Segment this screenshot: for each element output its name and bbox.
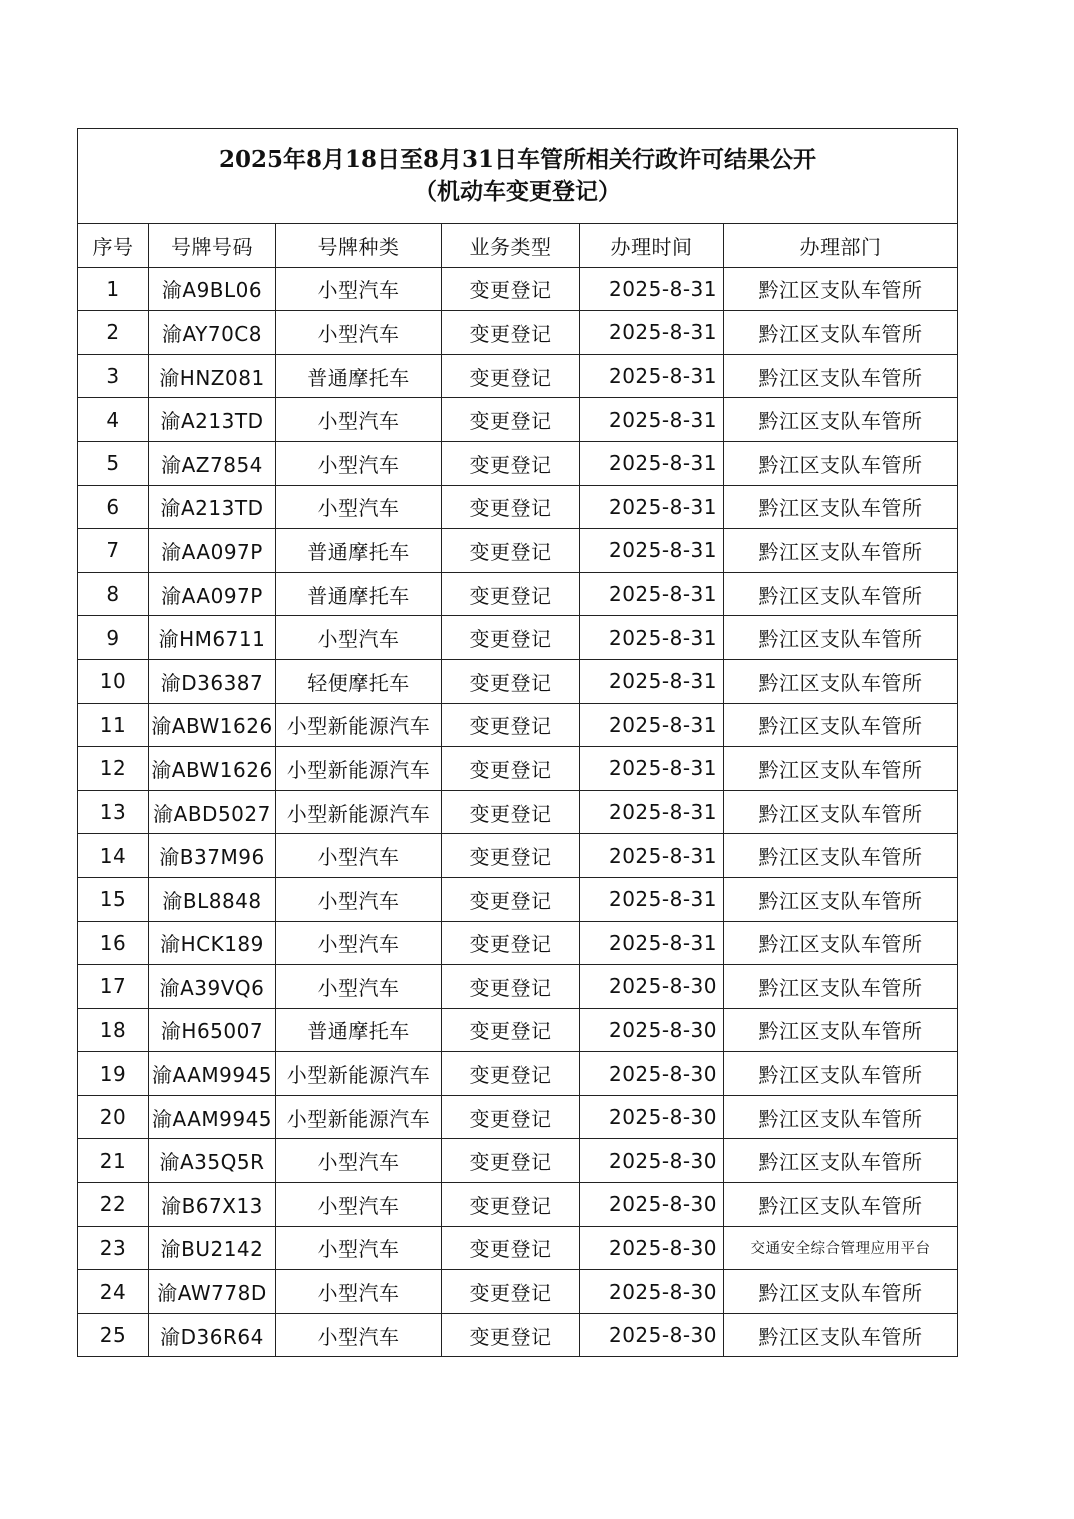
table-title bbox=[78, 129, 958, 224]
title-line-1: 2025年8月18日至8月31日车管所相关行政许可结果公开 bbox=[218, 146, 817, 173]
cell-plate-number: 渝D36R64 bbox=[149, 1313, 276, 1357]
cell-business-type: 变更登记 bbox=[442, 1270, 580, 1314]
cell-process-date: 2025-8-31 bbox=[580, 790, 724, 834]
table-row bbox=[78, 1008, 958, 1052]
cell-plate-type: 小型汽车 bbox=[276, 965, 442, 1009]
cell-plate-number: 渝AAM9945 bbox=[149, 1095, 276, 1139]
cell-plate-type: 普通摩托车 bbox=[276, 354, 442, 398]
cell-plate-type: 小型新能源汽车 bbox=[276, 703, 442, 747]
cell-department: 黔江区支队车管所 bbox=[724, 659, 958, 703]
table-row bbox=[78, 441, 958, 485]
cell-process-date: 2025-8-31 bbox=[580, 441, 724, 485]
cell-department: 黔江区支队车管所 bbox=[724, 311, 958, 355]
header-process-date: 办理时间 bbox=[580, 224, 724, 268]
cell-serial: 22 bbox=[78, 1183, 149, 1227]
cell-plate-type: 小型汽车 bbox=[276, 877, 442, 921]
cell-plate-number: 渝AZ7854 bbox=[149, 441, 276, 485]
cell-serial: 3 bbox=[78, 354, 149, 398]
cell-department: 黔江区支队车管所 bbox=[724, 747, 958, 791]
cell-business-type: 变更登记 bbox=[442, 354, 580, 398]
table-row bbox=[78, 572, 958, 616]
table-row bbox=[78, 354, 958, 398]
cell-process-date: 2025-8-30 bbox=[580, 1095, 724, 1139]
header-business-type: 业务类型 bbox=[442, 224, 580, 268]
cell-plate-type: 小型汽车 bbox=[276, 834, 442, 878]
cell-business-type: 变更登记 bbox=[442, 1008, 580, 1052]
cell-plate-type: 小型汽车 bbox=[276, 1226, 442, 1270]
cell-process-date: 2025-8-30 bbox=[580, 1270, 724, 1314]
cell-plate-number: 渝H65007 bbox=[149, 1008, 276, 1052]
table-row bbox=[78, 398, 958, 442]
cell-plate-type: 普通摩托车 bbox=[276, 1008, 442, 1052]
table-row bbox=[78, 1313, 958, 1357]
cell-plate-number: 渝ABW1626 bbox=[149, 703, 276, 747]
cell-process-date: 2025-8-31 bbox=[580, 877, 724, 921]
cell-department: 黔江区支队车管所 bbox=[724, 572, 958, 616]
cell-business-type: 变更登记 bbox=[442, 1052, 580, 1096]
cell-plate-type: 小型汽车 bbox=[276, 441, 442, 485]
cell-plate-type: 小型汽车 bbox=[276, 1313, 442, 1357]
cell-plate-type: 轻便摩托车 bbox=[276, 659, 442, 703]
cell-serial: 10 bbox=[78, 659, 149, 703]
cell-plate-number: 渝AW778D bbox=[149, 1270, 276, 1314]
cell-business-type: 变更登记 bbox=[442, 921, 580, 965]
cell-plate-number: 渝AA097P bbox=[149, 572, 276, 616]
cell-serial: 25 bbox=[78, 1313, 149, 1357]
cell-serial: 15 bbox=[78, 877, 149, 921]
cell-department: 黔江区支队车管所 bbox=[724, 398, 958, 442]
cell-business-type: 变更登记 bbox=[442, 877, 580, 921]
header-plate-number: 号牌号码 bbox=[149, 224, 276, 268]
table-body bbox=[78, 267, 958, 1357]
cell-serial: 11 bbox=[78, 703, 149, 747]
cell-serial: 24 bbox=[78, 1270, 149, 1314]
cell-business-type: 变更登记 bbox=[442, 267, 580, 311]
cell-serial: 17 bbox=[78, 965, 149, 1009]
table-row bbox=[78, 659, 958, 703]
cell-plate-type: 小型新能源汽车 bbox=[276, 1052, 442, 1096]
table-row bbox=[78, 529, 958, 573]
cell-plate-type: 小型汽车 bbox=[276, 267, 442, 311]
cell-plate-number: 渝D36387 bbox=[149, 659, 276, 703]
cell-process-date: 2025-8-31 bbox=[580, 485, 724, 529]
results-table bbox=[77, 128, 958, 1357]
cell-business-type: 变更登记 bbox=[442, 441, 580, 485]
cell-serial: 21 bbox=[78, 1139, 149, 1183]
table-row bbox=[78, 1052, 958, 1096]
table-row bbox=[78, 877, 958, 921]
cell-business-type: 变更登记 bbox=[442, 529, 580, 573]
cell-department: 黔江区支队车管所 bbox=[724, 1183, 958, 1227]
cell-business-type: 变更登记 bbox=[442, 747, 580, 791]
cell-plate-type: 小型新能源汽车 bbox=[276, 747, 442, 791]
cell-plate-number: 渝BL8848 bbox=[149, 877, 276, 921]
cell-business-type: 变更登记 bbox=[442, 659, 580, 703]
table-row bbox=[78, 790, 958, 834]
cell-plate-number: 渝A213TD bbox=[149, 398, 276, 442]
cell-serial: 5 bbox=[78, 441, 149, 485]
table-row bbox=[78, 616, 958, 660]
cell-department: 黔江区支队车管所 bbox=[724, 703, 958, 747]
cell-business-type: 变更登记 bbox=[442, 398, 580, 442]
cell-serial: 16 bbox=[78, 921, 149, 965]
table-row bbox=[78, 267, 958, 311]
cell-plate-number: 渝AY70C8 bbox=[149, 311, 276, 355]
cell-process-date: 2025-8-30 bbox=[580, 1183, 724, 1227]
cell-plate-type: 小型汽车 bbox=[276, 485, 442, 529]
cell-department: 黔江区支队车管所 bbox=[724, 965, 958, 1009]
header-row bbox=[78, 224, 958, 268]
table-row bbox=[78, 1095, 958, 1139]
cell-process-date: 2025-8-30 bbox=[580, 1139, 724, 1183]
table-row bbox=[78, 485, 958, 529]
cell-department: 黔江区支队车管所 bbox=[724, 485, 958, 529]
cell-department: 黔江区支队车管所 bbox=[724, 267, 958, 311]
cell-plate-type: 普通摩托车 bbox=[276, 572, 442, 616]
cell-serial: 14 bbox=[78, 834, 149, 878]
cell-plate-number: 渝ABW1626 bbox=[149, 747, 276, 791]
cell-department: 黔江区支队车管所 bbox=[724, 877, 958, 921]
title-line-2: （机动车变更登记） bbox=[414, 178, 621, 205]
table-row bbox=[78, 1270, 958, 1314]
cell-business-type: 变更登记 bbox=[442, 1139, 580, 1183]
table-row bbox=[78, 703, 958, 747]
header-plate-type: 号牌种类 bbox=[276, 224, 442, 268]
cell-department: 黔江区支队车管所 bbox=[724, 441, 958, 485]
cell-process-date: 2025-8-30 bbox=[580, 965, 724, 1009]
cell-process-date: 2025-8-30 bbox=[580, 1226, 724, 1270]
cell-plate-type: 小型汽车 bbox=[276, 616, 442, 660]
cell-business-type: 变更登记 bbox=[442, 616, 580, 660]
cell-plate-type: 小型汽车 bbox=[276, 1139, 442, 1183]
cell-department: 黔江区支队车管所 bbox=[724, 616, 958, 660]
cell-department: 黔江区支队车管所 bbox=[724, 529, 958, 573]
cell-department: 黔江区支队车管所 bbox=[724, 834, 958, 878]
cell-process-date: 2025-8-30 bbox=[580, 1052, 724, 1096]
cell-serial: 13 bbox=[78, 790, 149, 834]
cell-process-date: 2025-8-31 bbox=[580, 747, 724, 791]
cell-department: 黔江区支队车管所 bbox=[724, 790, 958, 834]
cell-serial: 18 bbox=[78, 1008, 149, 1052]
cell-business-type: 变更登记 bbox=[442, 1095, 580, 1139]
cell-plate-type: 小型新能源汽车 bbox=[276, 1095, 442, 1139]
cell-serial: 12 bbox=[78, 747, 149, 791]
cell-business-type: 变更登记 bbox=[442, 1183, 580, 1227]
cell-process-date: 2025-8-31 bbox=[580, 572, 724, 616]
cell-business-type: 变更登记 bbox=[442, 834, 580, 878]
table-row bbox=[78, 311, 958, 355]
cell-serial: 7 bbox=[78, 529, 149, 573]
cell-process-date: 2025-8-31 bbox=[580, 354, 724, 398]
cell-department: 黔江区支队车管所 bbox=[724, 1052, 958, 1096]
cell-serial: 19 bbox=[78, 1052, 149, 1096]
table-row bbox=[78, 921, 958, 965]
header-serial: 序号 bbox=[78, 224, 149, 268]
cell-process-date: 2025-8-31 bbox=[580, 834, 724, 878]
table-row bbox=[78, 747, 958, 791]
table-row bbox=[78, 1183, 958, 1227]
cell-plate-number: 渝A213TD bbox=[149, 485, 276, 529]
cell-plate-number: 渝B67X13 bbox=[149, 1183, 276, 1227]
cell-plate-number: 渝AA097P bbox=[149, 529, 276, 573]
cell-serial: 8 bbox=[78, 572, 149, 616]
table-row bbox=[78, 1226, 958, 1270]
cell-department: 交通安全综合管理应用平台 bbox=[724, 1226, 958, 1270]
cell-business-type: 变更登记 bbox=[442, 1313, 580, 1357]
cell-plate-number: 渝AAM9945 bbox=[149, 1052, 276, 1096]
cell-plate-number: 渝ABD5027 bbox=[149, 790, 276, 834]
cell-process-date: 2025-8-31 bbox=[580, 659, 724, 703]
cell-plate-type: 小型汽车 bbox=[276, 311, 442, 355]
cell-process-date: 2025-8-31 bbox=[580, 311, 724, 355]
cell-plate-number: 渝B37M96 bbox=[149, 834, 276, 878]
cell-plate-type: 普通摩托车 bbox=[276, 529, 442, 573]
table-row bbox=[78, 1139, 958, 1183]
cell-process-date: 2025-8-30 bbox=[580, 1313, 724, 1357]
cell-business-type: 变更登记 bbox=[442, 790, 580, 834]
cell-business-type: 变更登记 bbox=[442, 572, 580, 616]
cell-department: 黔江区支队车管所 bbox=[724, 1313, 958, 1357]
title-row bbox=[78, 129, 958, 224]
cell-business-type: 变更登记 bbox=[442, 485, 580, 529]
cell-plate-type: 小型汽车 bbox=[276, 398, 442, 442]
cell-process-date: 2025-8-30 bbox=[580, 1008, 724, 1052]
cell-plate-number: 渝A9BL06 bbox=[149, 267, 276, 311]
cell-process-date: 2025-8-31 bbox=[580, 398, 724, 442]
table-row bbox=[78, 965, 958, 1009]
cell-business-type: 变更登记 bbox=[442, 965, 580, 1009]
cell-process-date: 2025-8-31 bbox=[580, 703, 724, 747]
cell-plate-type: 小型新能源汽车 bbox=[276, 790, 442, 834]
cell-serial: 9 bbox=[78, 616, 149, 660]
cell-department: 黔江区支队车管所 bbox=[724, 1008, 958, 1052]
cell-plate-number: 渝HCK189 bbox=[149, 921, 276, 965]
table-row bbox=[78, 834, 958, 878]
cell-department: 黔江区支队车管所 bbox=[724, 921, 958, 965]
cell-process-date: 2025-8-31 bbox=[580, 529, 724, 573]
cell-business-type: 变更登记 bbox=[442, 703, 580, 747]
cell-plate-type: 小型汽车 bbox=[276, 1270, 442, 1314]
cell-process-date: 2025-8-31 bbox=[580, 921, 724, 965]
cell-plate-number: 渝A35Q5R bbox=[149, 1139, 276, 1183]
cell-business-type: 变更登记 bbox=[442, 311, 580, 355]
cell-serial: 1 bbox=[78, 267, 149, 311]
cell-plate-type: 小型汽车 bbox=[276, 921, 442, 965]
cell-plate-number: 渝A39VQ6 bbox=[149, 965, 276, 1009]
cell-serial: 6 bbox=[78, 485, 149, 529]
cell-plate-number: 渝BU2142 bbox=[149, 1226, 276, 1270]
cell-department: 黔江区支队车管所 bbox=[724, 354, 958, 398]
cell-serial: 2 bbox=[78, 311, 149, 355]
cell-process-date: 2025-8-31 bbox=[580, 267, 724, 311]
cell-serial: 20 bbox=[78, 1095, 149, 1139]
cell-plate-number: 渝HM6711 bbox=[149, 616, 276, 660]
cell-business-type: 变更登记 bbox=[442, 1226, 580, 1270]
cell-serial: 23 bbox=[78, 1226, 149, 1270]
cell-department: 黔江区支队车管所 bbox=[724, 1139, 958, 1183]
cell-process-date: 2025-8-31 bbox=[580, 616, 724, 660]
cell-department: 黔江区支队车管所 bbox=[724, 1270, 958, 1314]
cell-serial: 4 bbox=[78, 398, 149, 442]
cell-plate-number: 渝HNZ081 bbox=[149, 354, 276, 398]
header-department: 办理部门 bbox=[724, 224, 958, 268]
cell-department: 黔江区支队车管所 bbox=[724, 1095, 958, 1139]
cell-plate-type: 小型汽车 bbox=[276, 1183, 442, 1227]
